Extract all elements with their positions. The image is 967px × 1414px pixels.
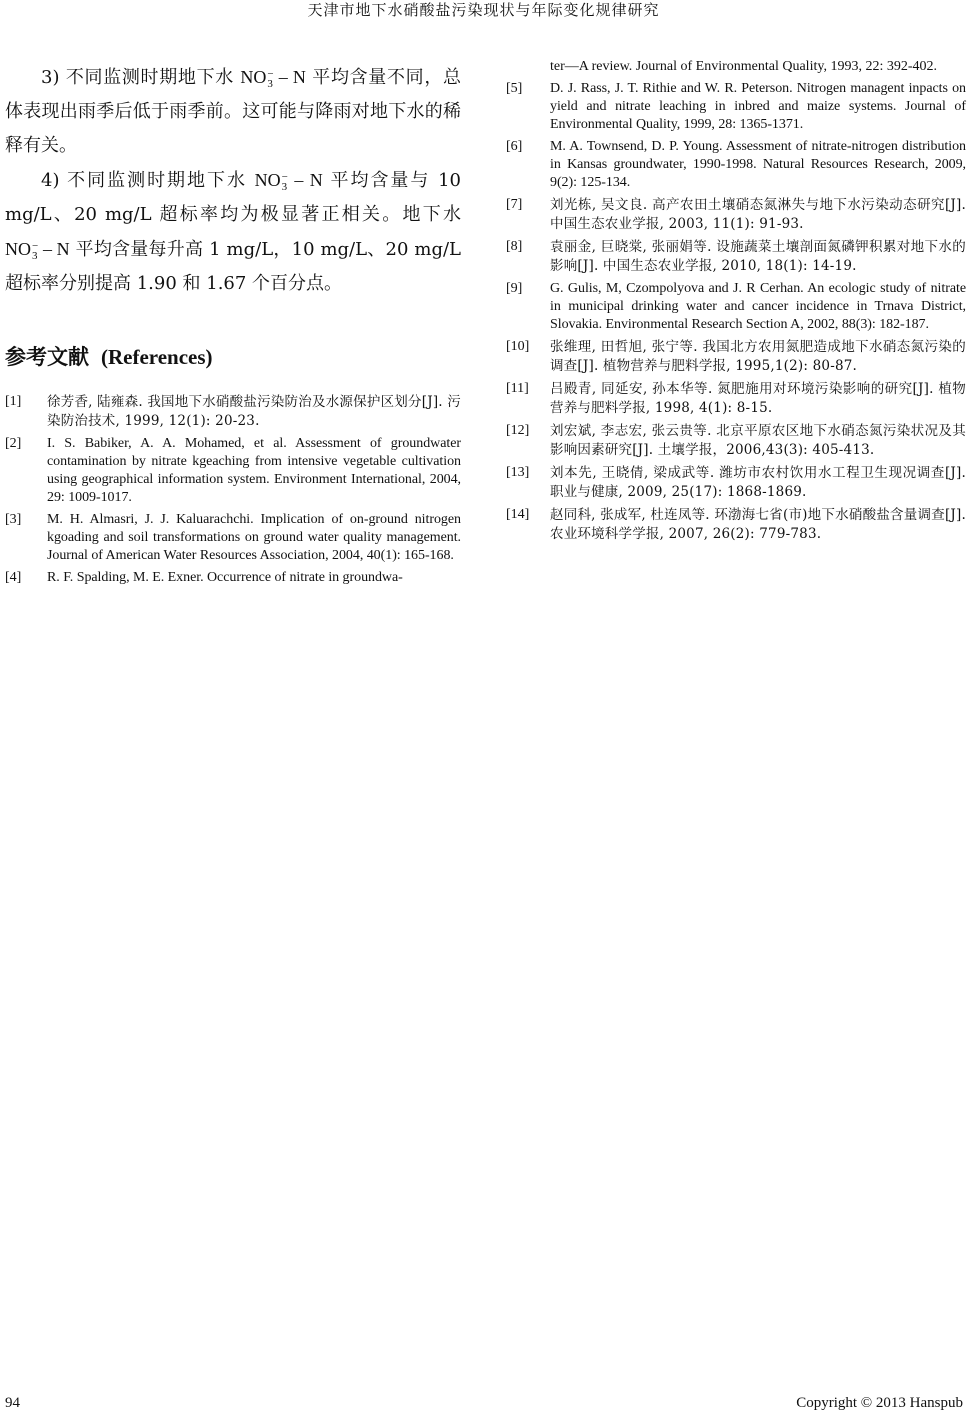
copyright-notice: Copyright © 2013 Hanspub [796,1395,963,1411]
conclusion-paragraph-4: 4) 不同监测时期地下水 NO − 3 – N 平均含量与 10 mg/L、20 mg/L 超标率均为极显著正相关。地下水 NO − 3 – N 平均含量每升高 1 mg/L，10 mg/L、20 mg/L 超标率分别提高 1.90 和 1.67 个百分点。 [5,170,461,294]
right-column [506,58,966,548]
reference-item: [13] 刘本先, 王晓倩, 梁成武等. 潍坊市农村饮用水工程卫生现况调查[J]. 职业与健康, 2009, 25(17): 1868-1869. [506,465,966,500]
references-heading: 参考文献 (References) [5,344,213,369]
reference-item: [10] 张维理, 田哲旭, 张宁等. 我国北方农用氮肥造成地下水硝态氮污染的调查[J]. 植物营养与肥料学报, 1995,1(2): 80-87. [506,339,966,374]
left-column [5,60,461,591]
reference-item: [2] I. S. Babiker, A. A. Mohamed, et al. Assessment of groundwater contamination by nitrate kgeaching from intensive vegetable cultivation using geographical information system. Environment International, 2004, 29: 1009-1017. [5,436,461,505]
reference-item: [14] 赵同科, 张成军, 杜连凤等. 环渤海七省(市)地下水硝酸盐含量调查[J]. 农业环境科学学报, 2007, 26(2): 779-783. [506,507,966,542]
reference-item: [6] M. A. Townsend, D. P. Young. Assessment of nitrate-nitrogen distribution in Kansas groundwater, 1990-1998. Natural Resources Research, 2009, 9(2): 125-134. [506,139,966,190]
reference-item: [11] 吕殿青, 同延安, 孙本华等. 氮肥施用对环境污染影响的研究[J]. 植物营养与肥料学报, 1998, 4(1): 8-15. [506,381,966,416]
running-header-title: 天津市地下水硝酸盐污染现状与年际变化规律研究 [307,1,660,19]
nitrate-formula: NO − 3 – N [5,239,70,262]
reference-item: [12] 刘宏斌, 李志宏, 张云贵等. 北京平原农区地下水硝态氮污染状况及其影响因素研究[J]. 土壤学报，2006,43(3): 405-413. [506,423,966,458]
nitrate-formula: NO − 3 – N [240,67,306,90]
reference-item: [8] 袁丽金, 巨晓棠, 张丽娟等. 设施蔬菜土壤剖面氮磷钾积累对地下水的影响[J]. 中国生态农业学报, 2010, 18(1): 14-19. [506,239,966,274]
reference-item: [5] D. J. Rass, J. T. Rithie and W. R. Peterson. Nitrogen managent inpacts on yield and nitrate leaching in inbred and maize systems. Journal of Environmental Quality, 1999, 28: 1365-1371. [506,81,966,132]
nitrate-formula: NO − 3 – N [254,170,323,193]
conclusion-paragraph-3: 3) 不同监测时期地下水 NO − 3 – N 平均含量不同，总体表现出雨季后低于雨季前。这可能与降雨对地下水的稀释有关。 [5,67,461,156]
reference-item: [3] M. H. Almasri, J. J. Kaluarachchi. Implication of on-ground nitrogen kgoading and soil transformations on ground water quality management. Journal of American Water Resources Association, 2004, 40(1): 165-168. [5,512,461,563]
page-number: 94 [5,1395,20,1411]
reference-item: [9] G. Gulis, M, Czompolyova and J. R Cerhan. An ecologic study of nitrate in municipal drinking water and cancer incidence in Trnava District, Slovakia. Environmental Research Section A, 2002, 88(3): 182-187. [506,281,966,332]
reference-item: [1] 徐芳香, 陆雍森. 我国地下水硝酸盐污染防治及水源保护区划分[J]. 污染防治技术, 1999, 12(1): 20-23. [5,394,461,429]
reference-item: [4] R. F. Spalding, M. E. Exner. Occurrence of nitrate in groundwa- [5,570,403,585]
reference-item: [7] 刘光栋, 吴文良. 高产农田土壤硝态氮淋失与地下水污染动态研究[J]. 中国生态农业学报, 2003, 11(1): 91-93. [506,197,966,232]
reference-item-continuation: ter—A review. Journal of Environmental Quality, 1993, 22: 392-402. [550,59,937,74]
